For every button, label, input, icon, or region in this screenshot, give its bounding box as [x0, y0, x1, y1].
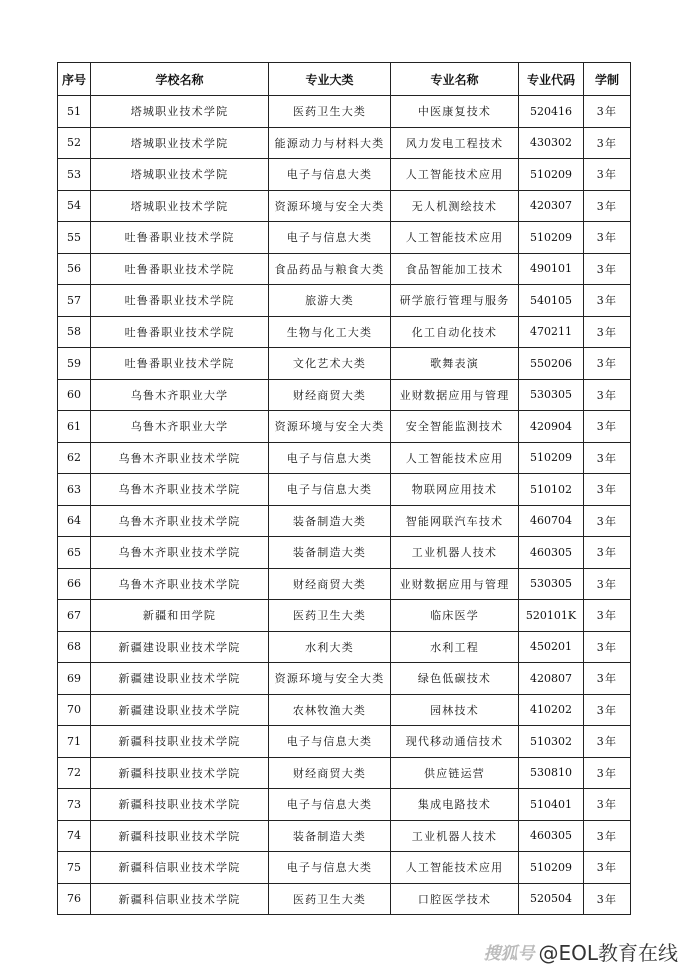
- duration-cell: 3年: [584, 757, 631, 789]
- major-code-cell: 490101: [519, 253, 584, 285]
- duration-cell: 3年: [584, 694, 631, 726]
- table-row: [58, 600, 631, 632]
- table-row: [58, 568, 631, 600]
- major-code-cell: 430302: [519, 127, 584, 159]
- major-category-cell: 电子与信息大类: [269, 726, 391, 758]
- school-name-cell: 新疆科技职业技术学院: [91, 789, 269, 821]
- row-index-cell: 60: [58, 379, 91, 411]
- header-major-code: 专业代码: [519, 63, 584, 96]
- major-code-cell: 510209: [519, 222, 584, 254]
- major-category-cell: 装备制造大类: [269, 820, 391, 852]
- duration-cell: 3年: [584, 568, 631, 600]
- duration-cell: 3年: [584, 600, 631, 632]
- major-category-cell: 农林牧渔大类: [269, 694, 391, 726]
- table-row: [58, 537, 631, 569]
- row-index-cell: 66: [58, 568, 91, 600]
- major-name-cell: 中医康复技术: [391, 96, 519, 128]
- duration-cell: 3年: [584, 159, 631, 191]
- major-category-cell: 财经商贸大类: [269, 379, 391, 411]
- major-name-cell: 风力发电工程技术: [391, 127, 519, 159]
- major-category-cell: 旅游大类: [269, 285, 391, 317]
- table-row: [58, 222, 631, 254]
- major-code-cell: 460704: [519, 505, 584, 537]
- row-index-cell: 72: [58, 757, 91, 789]
- major-code-cell: 410202: [519, 694, 584, 726]
- major-category-cell: 电子与信息大类: [269, 222, 391, 254]
- major-name-cell: 人工智能技术应用: [391, 222, 519, 254]
- school-name-cell: 乌鲁木齐职业技术学院: [91, 474, 269, 506]
- row-index-cell: 67: [58, 600, 91, 632]
- majors-table: [57, 62, 631, 915]
- school-name-cell: 新疆和田学院: [91, 600, 269, 632]
- table-row: [58, 379, 631, 411]
- school-name-cell: 塔城职业技术学院: [91, 159, 269, 191]
- school-name-cell: 乌鲁木齐职业大学: [91, 379, 269, 411]
- row-index-cell: 65: [58, 537, 91, 569]
- school-name-cell: 新疆科技职业技术学院: [91, 820, 269, 852]
- table-row: [58, 694, 631, 726]
- row-index-cell: 68: [58, 631, 91, 663]
- row-index-cell: 54: [58, 190, 91, 222]
- major-code-cell: 420904: [519, 411, 584, 443]
- duration-cell: 3年: [584, 222, 631, 254]
- school-name-cell: 乌鲁木齐职业技术学院: [91, 568, 269, 600]
- row-index-cell: 71: [58, 726, 91, 758]
- duration-cell: 3年: [584, 726, 631, 758]
- major-code-cell: 530810: [519, 757, 584, 789]
- major-code-cell: 510209: [519, 442, 584, 474]
- table-row: [58, 631, 631, 663]
- header-major-name: 专业名称: [391, 63, 519, 96]
- table-row: [58, 285, 631, 317]
- school-name-cell: 新疆建设职业技术学院: [91, 631, 269, 663]
- watermark: [483, 937, 678, 966]
- duration-cell: 3年: [584, 474, 631, 506]
- major-category-cell: 电子与信息大类: [269, 474, 391, 506]
- major-code-cell: 510302: [519, 726, 584, 758]
- major-name-cell: 集成电路技术: [391, 789, 519, 821]
- duration-cell: 3年: [584, 631, 631, 663]
- duration-cell: 3年: [584, 127, 631, 159]
- major-name-cell: 工业机器人技术: [391, 537, 519, 569]
- major-code-cell: 530305: [519, 379, 584, 411]
- duration-cell: 3年: [584, 883, 631, 915]
- row-index-cell: 55: [58, 222, 91, 254]
- major-name-cell: 安全智能监测技术: [391, 411, 519, 443]
- header-index: 序号: [58, 63, 91, 96]
- major-name-cell: 水利工程: [391, 631, 519, 663]
- header-major-category: 专业大类: [269, 63, 391, 96]
- duration-cell: 3年: [584, 285, 631, 317]
- duration-cell: 3年: [584, 411, 631, 443]
- major-category-cell: 电子与信息大类: [269, 852, 391, 884]
- row-index-cell: 61: [58, 411, 91, 443]
- major-category-cell: 水利大类: [269, 631, 391, 663]
- major-name-cell: 人工智能技术应用: [391, 159, 519, 191]
- major-code-cell: 420307: [519, 190, 584, 222]
- table-row: [58, 820, 631, 852]
- major-name-cell: 智能网联汽车技术: [391, 505, 519, 537]
- table-body: [58, 96, 631, 915]
- table-row: [58, 316, 631, 348]
- row-index-cell: 76: [58, 883, 91, 915]
- major-code-cell: 520416: [519, 96, 584, 128]
- major-code-cell: 460305: [519, 537, 584, 569]
- row-index-cell: 73: [58, 789, 91, 821]
- major-category-cell: 医药卫生大类: [269, 883, 391, 915]
- major-name-cell: 人工智能技术应用: [391, 442, 519, 474]
- table-row: [58, 253, 631, 285]
- row-index-cell: 70: [58, 694, 91, 726]
- major-category-cell: 装备制造大类: [269, 505, 391, 537]
- table-row: [58, 663, 631, 695]
- major-category-cell: 财经商贸大类: [269, 568, 391, 600]
- major-name-cell: 园林技术: [391, 694, 519, 726]
- duration-cell: 3年: [584, 348, 631, 380]
- table-row: [58, 127, 631, 159]
- table-row: [58, 852, 631, 884]
- duration-cell: 3年: [584, 316, 631, 348]
- row-index-cell: 69: [58, 663, 91, 695]
- major-name-cell: 现代移动通信技术: [391, 726, 519, 758]
- major-name-cell: 人工智能技术应用: [391, 852, 519, 884]
- school-name-cell: 塔城职业技术学院: [91, 96, 269, 128]
- major-code-cell: 540105: [519, 285, 584, 317]
- major-category-cell: 财经商贸大类: [269, 757, 391, 789]
- major-name-cell: 口腔医学技术: [391, 883, 519, 915]
- table-row: [58, 883, 631, 915]
- row-index-cell: 59: [58, 348, 91, 380]
- school-name-cell: 新疆科信职业技术学院: [91, 883, 269, 915]
- major-name-cell: 业财数据应用与管理: [391, 568, 519, 600]
- row-index-cell: 57: [58, 285, 91, 317]
- major-code-cell: 530305: [519, 568, 584, 600]
- table-row: [58, 789, 631, 821]
- duration-cell: 3年: [584, 537, 631, 569]
- major-code-cell: 510102: [519, 474, 584, 506]
- table-row: [58, 474, 631, 506]
- duration-cell: 3年: [584, 789, 631, 821]
- header-duration: 学制: [584, 63, 631, 96]
- table-header-row: [58, 63, 631, 96]
- major-category-cell: 电子与信息大类: [269, 789, 391, 821]
- duration-cell: 3年: [584, 820, 631, 852]
- row-index-cell: 75: [58, 852, 91, 884]
- major-code-cell: 510209: [519, 852, 584, 884]
- major-category-cell: 电子与信息大类: [269, 442, 391, 474]
- major-category-cell: 资源环境与安全大类: [269, 411, 391, 443]
- major-category-cell: 资源环境与安全大类: [269, 190, 391, 222]
- school-name-cell: 吐鲁番职业技术学院: [91, 285, 269, 317]
- major-code-cell: 520101K: [519, 600, 584, 632]
- duration-cell: 3年: [584, 190, 631, 222]
- school-name-cell: 新疆建设职业技术学院: [91, 663, 269, 695]
- school-name-cell: 乌鲁木齐职业技术学院: [91, 442, 269, 474]
- school-name-cell: 乌鲁木齐职业大学: [91, 411, 269, 443]
- sohu-logo: 搜狐号: [483, 944, 535, 964]
- watermark-text: @EOL教育在线: [538, 941, 678, 965]
- major-name-cell: 食品智能加工技术: [391, 253, 519, 285]
- major-category-cell: 能源动力与材料大类: [269, 127, 391, 159]
- table-row: [58, 159, 631, 191]
- duration-cell: 3年: [584, 379, 631, 411]
- major-name-cell: 歌舞表演: [391, 348, 519, 380]
- row-index-cell: 64: [58, 505, 91, 537]
- major-code-cell: 550206: [519, 348, 584, 380]
- major-category-cell: 装备制造大类: [269, 537, 391, 569]
- school-name-cell: 新疆科技职业技术学院: [91, 726, 269, 758]
- major-name-cell: 研学旅行管理与服务: [391, 285, 519, 317]
- major-code-cell: 510209: [519, 159, 584, 191]
- table-row: [58, 348, 631, 380]
- major-category-cell: 电子与信息大类: [269, 159, 391, 191]
- header-school-name: 学校名称: [91, 63, 269, 96]
- major-code-cell: 460305: [519, 820, 584, 852]
- row-index-cell: 52: [58, 127, 91, 159]
- table-row: [58, 442, 631, 474]
- major-category-cell: 生物与化工大类: [269, 316, 391, 348]
- major-code-cell: 520504: [519, 883, 584, 915]
- school-name-cell: 吐鲁番职业技术学院: [91, 253, 269, 285]
- table-row: [58, 190, 631, 222]
- row-index-cell: 53: [58, 159, 91, 191]
- major-name-cell: 化工自动化技术: [391, 316, 519, 348]
- major-category-cell: 医药卫生大类: [269, 600, 391, 632]
- major-category-cell: 文化艺术大类: [269, 348, 391, 380]
- major-code-cell: 450201: [519, 631, 584, 663]
- table-row: [58, 505, 631, 537]
- school-name-cell: 吐鲁番职业技术学院: [91, 222, 269, 254]
- school-name-cell: 乌鲁木齐职业技术学院: [91, 505, 269, 537]
- major-name-cell: 供应链运营: [391, 757, 519, 789]
- school-name-cell: 新疆建设职业技术学院: [91, 694, 269, 726]
- table-row: [58, 411, 631, 443]
- school-name-cell: 吐鲁番职业技术学院: [91, 348, 269, 380]
- duration-cell: 3年: [584, 663, 631, 695]
- major-name-cell: 临床医学: [391, 600, 519, 632]
- row-index-cell: 56: [58, 253, 91, 285]
- duration-cell: 3年: [584, 253, 631, 285]
- row-index-cell: 63: [58, 474, 91, 506]
- major-code-cell: 420807: [519, 663, 584, 695]
- major-name-cell: 无人机测绘技术: [391, 190, 519, 222]
- duration-cell: 3年: [584, 442, 631, 474]
- school-name-cell: 新疆科信职业技术学院: [91, 852, 269, 884]
- row-index-cell: 74: [58, 820, 91, 852]
- major-code-cell: 470211: [519, 316, 584, 348]
- school-name-cell: 乌鲁木齐职业技术学院: [91, 537, 269, 569]
- duration-cell: 3年: [584, 505, 631, 537]
- major-code-cell: 510401: [519, 789, 584, 821]
- duration-cell: 3年: [584, 852, 631, 884]
- table-row: [58, 757, 631, 789]
- duration-cell: 3年: [584, 96, 631, 128]
- table-row: [58, 96, 631, 128]
- school-name-cell: 塔城职业技术学院: [91, 127, 269, 159]
- major-name-cell: 业财数据应用与管理: [391, 379, 519, 411]
- major-name-cell: 物联网应用技术: [391, 474, 519, 506]
- major-name-cell: 工业机器人技术: [391, 820, 519, 852]
- major-category-cell: 资源环境与安全大类: [269, 663, 391, 695]
- row-index-cell: 58: [58, 316, 91, 348]
- major-category-cell: 医药卫生大类: [269, 96, 391, 128]
- row-index-cell: 51: [58, 96, 91, 128]
- school-name-cell: 新疆科技职业技术学院: [91, 757, 269, 789]
- major-name-cell: 绿色低碳技术: [391, 663, 519, 695]
- major-category-cell: 食品药品与粮食大类: [269, 253, 391, 285]
- table-row: [58, 726, 631, 758]
- row-index-cell: 62: [58, 442, 91, 474]
- school-name-cell: 塔城职业技术学院: [91, 190, 269, 222]
- school-name-cell: 吐鲁番职业技术学院: [91, 316, 269, 348]
